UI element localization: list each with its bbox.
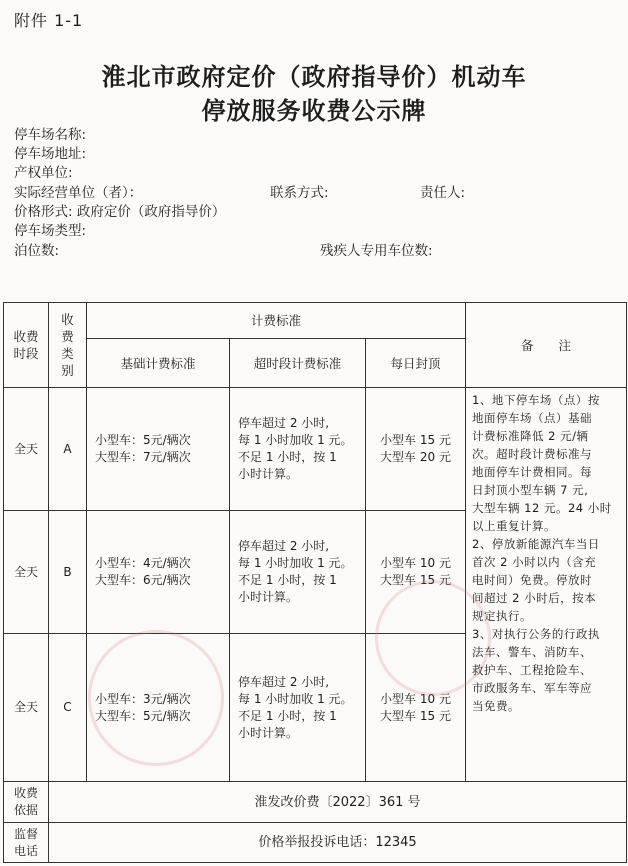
supervision-row (4, 823, 627, 863)
price-form-label: 价格形式: 政府定价（政府指导价） (14, 204, 226, 220)
parking-name-label: 停车场名称: (14, 127, 87, 143)
row-base-fee: 小型车：3元/辆次 大型车：5元/辆次 (87, 634, 230, 782)
header-overtime-fee: 超时段计费标准 (230, 339, 366, 388)
row-daily-cap: 小型车 10 元 大型车 15 元 (366, 634, 466, 782)
parking-address-label: 停车场地址: (14, 146, 87, 162)
row-category: A (49, 388, 87, 511)
operator-label: 实际经营单位（者）： (14, 185, 143, 201)
row-base-fee: 小型车：5元/辆次 大型车：7元/辆次 (87, 388, 230, 511)
row-category: C (49, 634, 87, 782)
parking-type-label: 停车场类型: (14, 223, 87, 239)
header-remarks: 备 注 (466, 303, 627, 388)
row-daily-cap: 小型车 10 元 大型车 15 元 (366, 511, 466, 634)
header-category: 收 费 类 别 (49, 303, 87, 388)
disabled-berth-label: 残疾人专用车位数: (320, 243, 433, 259)
basis-row (4, 782, 627, 823)
row-overtime-fee: 停车超过 2 小时, 每 1 小时加收 1 元。 不足 1 小时，按 1 小时计算。 (230, 388, 366, 511)
row-base-fee: 小型车：4元/辆次 大型车：6元/辆次 (87, 511, 230, 634)
supervision-label: 监督 电话 (4, 823, 49, 863)
row-period: 全天 (4, 634, 49, 782)
row-period: 全天 (4, 511, 49, 634)
header-base-fee: 基础计费标准 (87, 339, 230, 388)
annex-label: 附件 1-1 (14, 11, 84, 30)
header-standard: 计费标准 (87, 303, 466, 339)
supervision-phone: 价格举报投诉电话：12345 (49, 823, 627, 863)
table-row (4, 388, 627, 511)
page-title-line1: 淮北市政府定价（政府指导价）机动车 (101, 62, 527, 91)
row-period: 全天 (4, 388, 49, 511)
row-overtime-fee: 停车超过 2 小时, 每 1 小时加收 1 元。 不足 1 小时，按 1 小时计算。 (230, 634, 366, 782)
row-overtime-fee: 停车超过 2 小时, 每 1 小时加收 1 元。 不足 1 小时，按 1 小时计算。 (230, 511, 366, 634)
remarks-notes: 1、地下停车场（点）按 地面停车场（点）基础 计费标准降低 2 元/辆 次。超时段计费标准与 地面停车计费相同。每 日封顶小型车辆 7 元, 大型车辆 12 元。24 小时 以上重复计算。 2、停放新能源汽车当日 首次 2 小时以内（含充 电时间）免费。停放时 间超过 2 小时后，按本 规定执行。 3、对执行公务的行政执 法车、警车、消防车、 救护车、工程抢险车、 市政服务车、军车等应 当免费。 (466, 388, 627, 782)
fee-table (3, 302, 627, 863)
responsible-person-label: 责任人: (420, 185, 466, 201)
row-category: B (49, 511, 87, 634)
header-period: 收费 时段 (4, 303, 49, 388)
contact-label: 联系方式: (270, 185, 329, 201)
basis-value: 淮发改价费〔2022〕361 号 (49, 782, 627, 823)
page-title-line2: 停放服务收费公示牌 (201, 96, 427, 125)
property-owner-label: 产权单位: (14, 165, 73, 181)
berth-count-label: 泊位数: (14, 243, 60, 259)
header-daily-cap: 每日封顶 (366, 339, 466, 388)
row-daily-cap: 小型车 15 元 大型车 20 元 (366, 388, 466, 511)
basis-label: 收费 依据 (4, 782, 49, 823)
